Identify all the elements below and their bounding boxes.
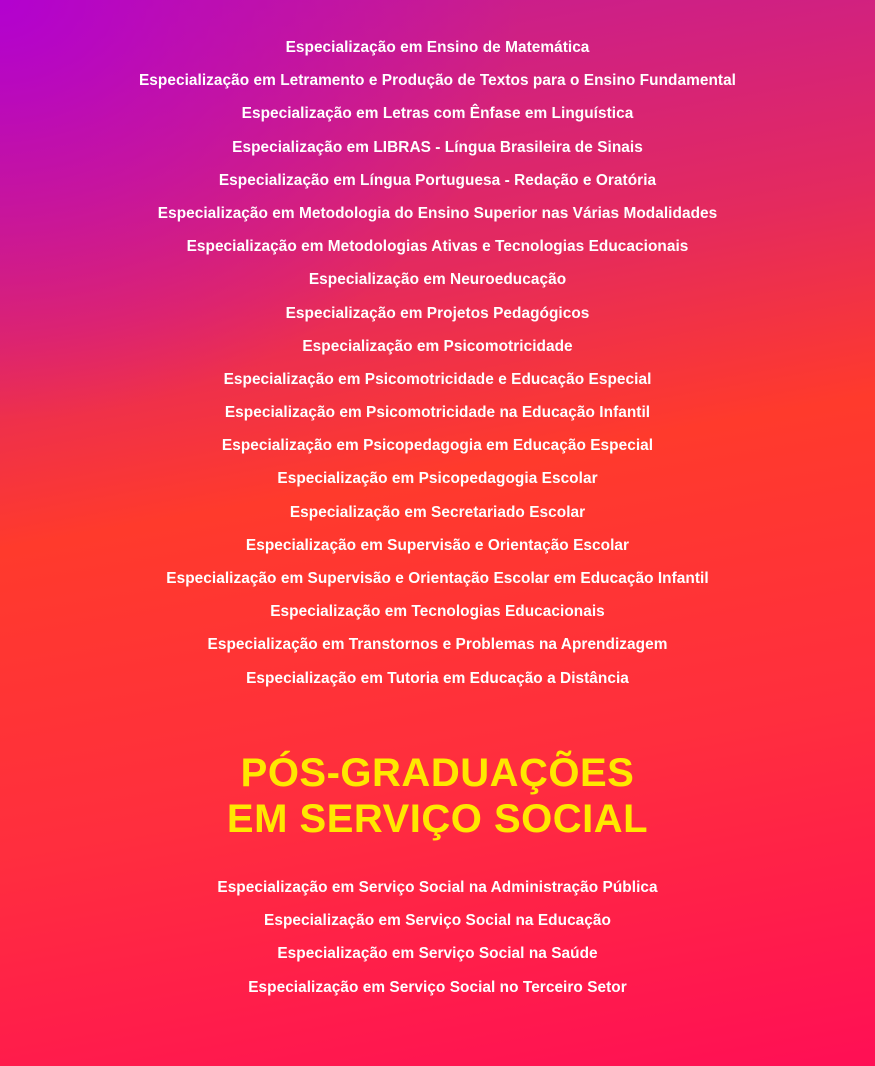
- social-service-section-heading: [0, 750, 875, 842]
- course-item: Especialização em Supervisão e Orientação Escolar: [245, 536, 630, 554]
- course-item: Especialização em Psicomotricidade: [302, 337, 573, 355]
- social-service-course-list: [0, 876, 875, 1009]
- course-item: Especialização em Secretariado Escolar: [289, 503, 586, 521]
- course-item: Especialização em Serviço Social na Administração Pública: [217, 879, 658, 896]
- course-item: Especialização em Tutoria em Educação a Distância: [246, 669, 629, 687]
- course-item: Especialização em Serviço Social na Educação: [264, 912, 611, 930]
- course-item: Especialização em Neuroeducação: [308, 271, 567, 289]
- heading-line-1: PÓS-GRADUAÇÕES: [240, 751, 635, 795]
- course-item: Especialização em Psicomotricidade e Educação Especial: [223, 370, 652, 388]
- heading-line-2: EM SERVIÇO SOCIAL: [226, 797, 649, 841]
- course-item: Especialização em Língua Portuguesa - Redação e Oratória: [218, 171, 657, 189]
- course-item: Especialização em Projetos Pedagógicos: [285, 304, 590, 322]
- course-item: Especialização em Metodologias Ativas e Tecnologias Educacionais: [186, 238, 689, 256]
- education-course-list: [0, 36, 875, 700]
- course-item: Especialização em Serviço Social no Terceiro Setor: [248, 978, 627, 996]
- course-item: Especialização em Letras com Ênfase em Linguística: [241, 105, 634, 123]
- course-item: Especialização em Letramento e Produção de Textos para o Ensino Fundamental: [138, 72, 737, 90]
- course-item: Especialização em Ensino de Matemática: [285, 39, 590, 56]
- course-item: Especialização em Psicomotricidade na Educação Infantil: [224, 404, 651, 422]
- course-item: Especialização em Serviço Social na Saúde: [277, 945, 598, 963]
- course-item: Especialização em Supervisão e Orientação Escolar em Educação Infantil: [166, 570, 709, 587]
- course-item: Especialização em Psicopedagogia em Educação Especial: [221, 437, 654, 455]
- course-item: Especialização em Transtornos e Problemas na Aprendizagem: [207, 636, 668, 654]
- course-item: Especialização em Metodologia do Ensino Superior nas Várias Modalidades: [157, 204, 718, 222]
- course-item: Especialização em Tecnologias Educacionais: [270, 603, 605, 621]
- course-item: Especialização em Psicopedagogia Escolar: [277, 470, 598, 488]
- course-item: Especialização em LIBRAS - Língua Brasileira de Sinais: [232, 138, 643, 156]
